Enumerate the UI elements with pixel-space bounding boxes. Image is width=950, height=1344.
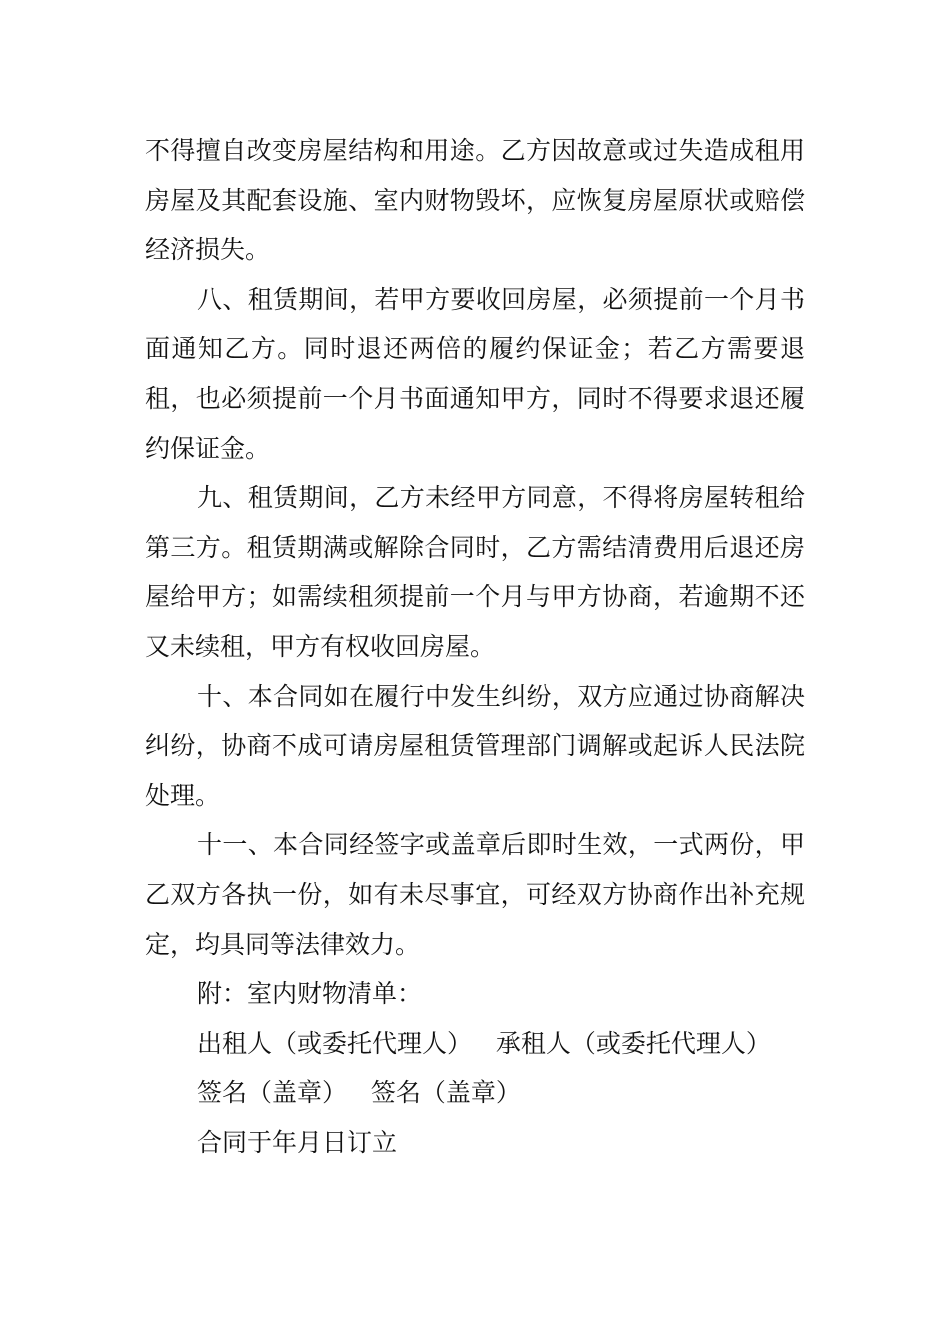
paragraph-clause-11: 十一、本合同经签字或盖章后即时生效，一式两份，甲乙双方各执一份，如有未尽事宜，可经双方协商作出补充规定，均具同等法律效力。 — [145, 830, 805, 959]
document-page — [145, 126, 805, 1167]
parties-line: 出租人（或委托代理人） 承租人（或委托代理人） — [197, 1028, 771, 1058]
date-line: 合同于年月日订立 — [197, 1127, 398, 1157]
paragraph-continuation: 不得擅自改变房屋结构和用途。乙方因故意或过失造成租用房屋及其配套设施、室内财物毁坏，应恢复房屋原状或赔偿经济损失。 — [145, 136, 805, 265]
attachment-line: 附：室内财物清单： — [197, 979, 423, 1009]
paragraph-clause-8: 八、租赁期间，若甲方要收回房屋，必须提前一个月书面通知乙方。同时退还两倍的履约保证金；若乙方需要退租，也必须提前一个月书面通知甲方，同时不得要求退还履约保证金。 — [145, 284, 805, 463]
signature-line: 签名（盖章） 签名（盖章） — [197, 1078, 521, 1108]
paragraph-clause-9: 九、租赁期间，乙方未经甲方同意，不得将房屋转租给第三方。租赁期满或解除合同时，乙方需结清费用后退还房屋给甲方；如需续租须提前一个月与甲方协商，若逾期不还又未续租，甲方有权收回房屋。 — [145, 483, 805, 661]
paragraph-clause-10: 十、本合同如在履行中发生纠纷，双方应通过协商解决纠纷，协商不成可请房屋租赁管理部门调解或起诉人民法院处理。 — [145, 681, 805, 810]
